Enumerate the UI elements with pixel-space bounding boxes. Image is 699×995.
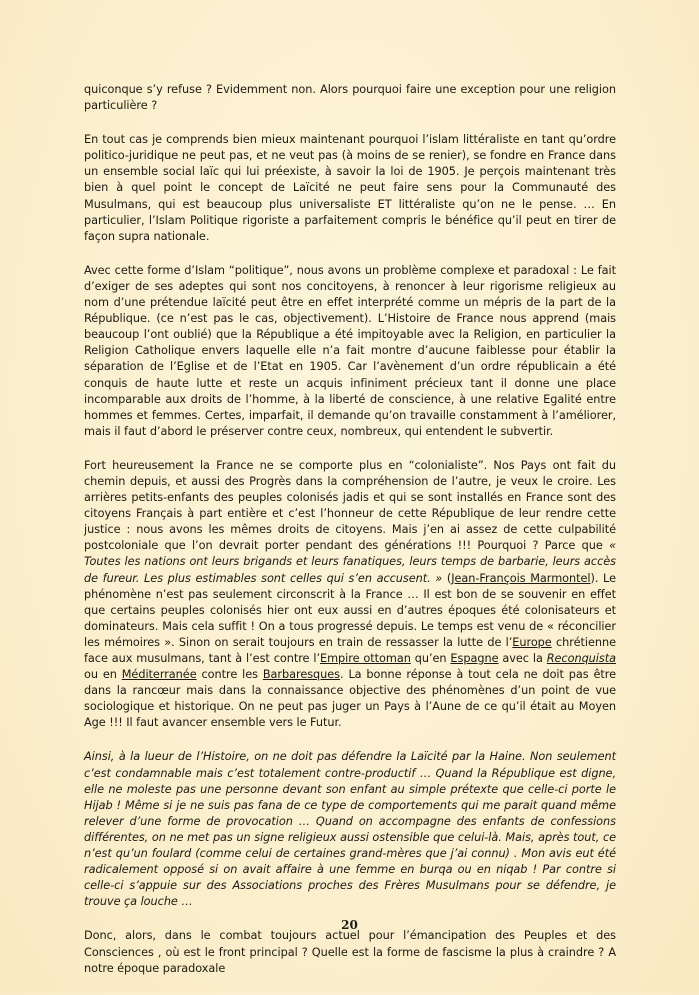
- paragraph-2: [84, 132, 616, 245]
- paragraph-6: [84, 928, 616, 976]
- paragraph-3-text: Avec cette forme d’Islam “politique”, nous avons un problème complexe et paradoxal : Le fait d’exiger de ses adeptes qui sont nos concitoyens, à renoncer à leur rigorisme religieux au nom d’une prétendue laïcité peut être en effet interprété comme un mépris de la part de la République. (ce n’est pas le cas, objectivement). L’Histoire de France nous apprend (mais beaucoup l’ont oublié) que la République a été impitoyable avec la Religion, en particulier la Religion Catholique envers laquelle elle n’a fait montre d’aucune faiblesse pour établir la séparation de l’Eglise et de l’Etat en 1905. Car l’avènement d’un ordre républicain a été conquis de haute lutte et reste un acquis infiniment précieux tant il donne une place incomparable aux droits de l’homme, à la liberté de conscience, à une relative Egalité entre hommes et femmes. Certes, imparfait, il demande qu’on travaille constamment à l’améliorer, mais il faut d’abord le préserver contre ceux, nombreux, qui entendent le subvertir.: [84, 263, 616, 438]
- paragraph-4-text: avec la: [498, 652, 547, 665]
- paragraph-4-text: (: [442, 571, 452, 585]
- paragraph-1-text: quiconque s’y refuse ? Evidemment non. Alors pourquoi faire une exception pour une religion particulière ?: [84, 83, 616, 113]
- link-reconquista[interactable]: Reconquista: [546, 652, 616, 665]
- paragraph-5: [84, 749, 616, 910]
- paragraph-2-text: En tout cas je comprends bien mieux maintenant pourquoi l’islam littéraliste en tant qu’ordre politico-juridique ne peut pas, et ne veut pas (à moins de se renier), se fondre en France dans un ensemble social laïc qui lui préexiste, à savoir la loi de 1905. Je perçois maintenant très bien à quel point le concept de Laïcité ne peut faire sens pour la Communauté des Musulmans, qui est beaucoup plus universaliste ET littéraliste qu’on ne le pense. … En particulier, l’Islam Politique rigoriste a parfaitement compris le bénéfice qu’il peut en tirer de façon supra nationale.: [84, 133, 616, 243]
- body-text: [84, 82, 616, 995]
- paragraph-4-text: chrétienne face aux musulmans, tant à l’est contre l’: [84, 635, 617, 665]
- paragraph-4-text: contre les: [196, 668, 263, 682]
- paragraph-4-text: qu’en: [410, 652, 451, 665]
- link-marmontel[interactable]: Jean-François Marmontel: [451, 571, 591, 585]
- link-mediterranee[interactable]: Méditerranée: [121, 668, 197, 682]
- paragraph-4: [84, 458, 616, 732]
- paragraph-4-text: ). Le phénomène n’est pas seulement circonscrit à la France … Il est bon de se souvenir en effet que certains peuples colonisés hier ont eux aussi en d’autres époques été colonisateurs et dominateurs. Mais cela suffit ! On a tous progressé depuis. Le temps est venu de « réconcilier les mémoires ». Sinon on serait toujours en train de ressasser la lutte de l’: [84, 571, 616, 649]
- paragraph-4-text: . La bonne réponse à tout cela ne doit pas être dans la rancœur mais dans la connaissance objective des phénomènes d’un point de vue sociologique et historique. On ne peut pas juger un Pays à l’Aune de ce qu’il était au Moyen Age !!! Il faut avancer ensemble vers le Futur.: [84, 668, 616, 730]
- link-empire-ottoman[interactable]: Empire ottoman: [319, 652, 411, 665]
- paragraph-1: [84, 82, 616, 114]
- paragraph-4-text: ou en: [84, 668, 122, 682]
- link-barbaresques[interactable]: Barbaresques: [262, 668, 341, 682]
- paragraph-4-text: Fort heureusement la France ne se comporte plus en “colonialiste”. Nos Pays ont fait du chemin depuis, et aussi des Progrès dans la compréhension de l’autre, je veux le croire. Les arrières petits-enfants des peuples colonisés jadis et qui se sont installés en France sont des citoyens Français à part entière et c’est l’honneur de cette République de leur rendre cette justice : nous avons les mêmes droits de citoyens. Mais j’en ai assez de cette culpabilité postcoloniale que l’on devrait porter pendant des générations !!! Pourquoi ? Parce que: [84, 458, 616, 553]
- link-espagne[interactable]: Espagne: [450, 652, 499, 665]
- paragraph-5-text: Ainsi, à la lueur de l’Histoire, on ne doit pas défendre la Laïcité par la Haine. Non seulement c’est condamnable mais c’est totalement contre-productif … Quand la République est digne, elle ne moleste pas une personne devant son enfant au simple prétexte que celle-ci porte le Hijab ! Même si je ne suis pas fana de ce type de comportements qui me parait quand même relever d’une forme de provocation … Quand on accompagne des enfants de confessions différentes, on ne met pas un signe religieux aussi ostensible que celui-là. Mais, après tout, ce n’est qu’un foulard (comme celui de certaines grand-mères que j’ai connu) . Mon avis eut été radicalement opposé si on avait affaire à une femme en burqa ou en niqab ! Par contre si celle-ci s’appuie sur des Associations proches des Frères Musulmans pour se défendre, je trouve ça louche …: [84, 750, 616, 909]
- paragraph-6-text: Donc, alors, dans le combat toujours actuel pour l’émancipation des Peuples et des Consciences , où est le front principal ? Quelle est la forme de fascisme la plus à craindre ? A notre époque paradoxale: [84, 929, 616, 975]
- paragraph-3: [84, 263, 616, 440]
- page-number: 20: [341, 918, 358, 932]
- marmontel-quote: « Toutes les nations ont leurs brigands et leurs fanatiques, leurs temps de barbarie, leurs accès de fureur. Les plus estimables sont celles qui s’en accusent. »: [84, 539, 616, 585]
- link-europe[interactable]: Europe: [512, 635, 552, 649]
